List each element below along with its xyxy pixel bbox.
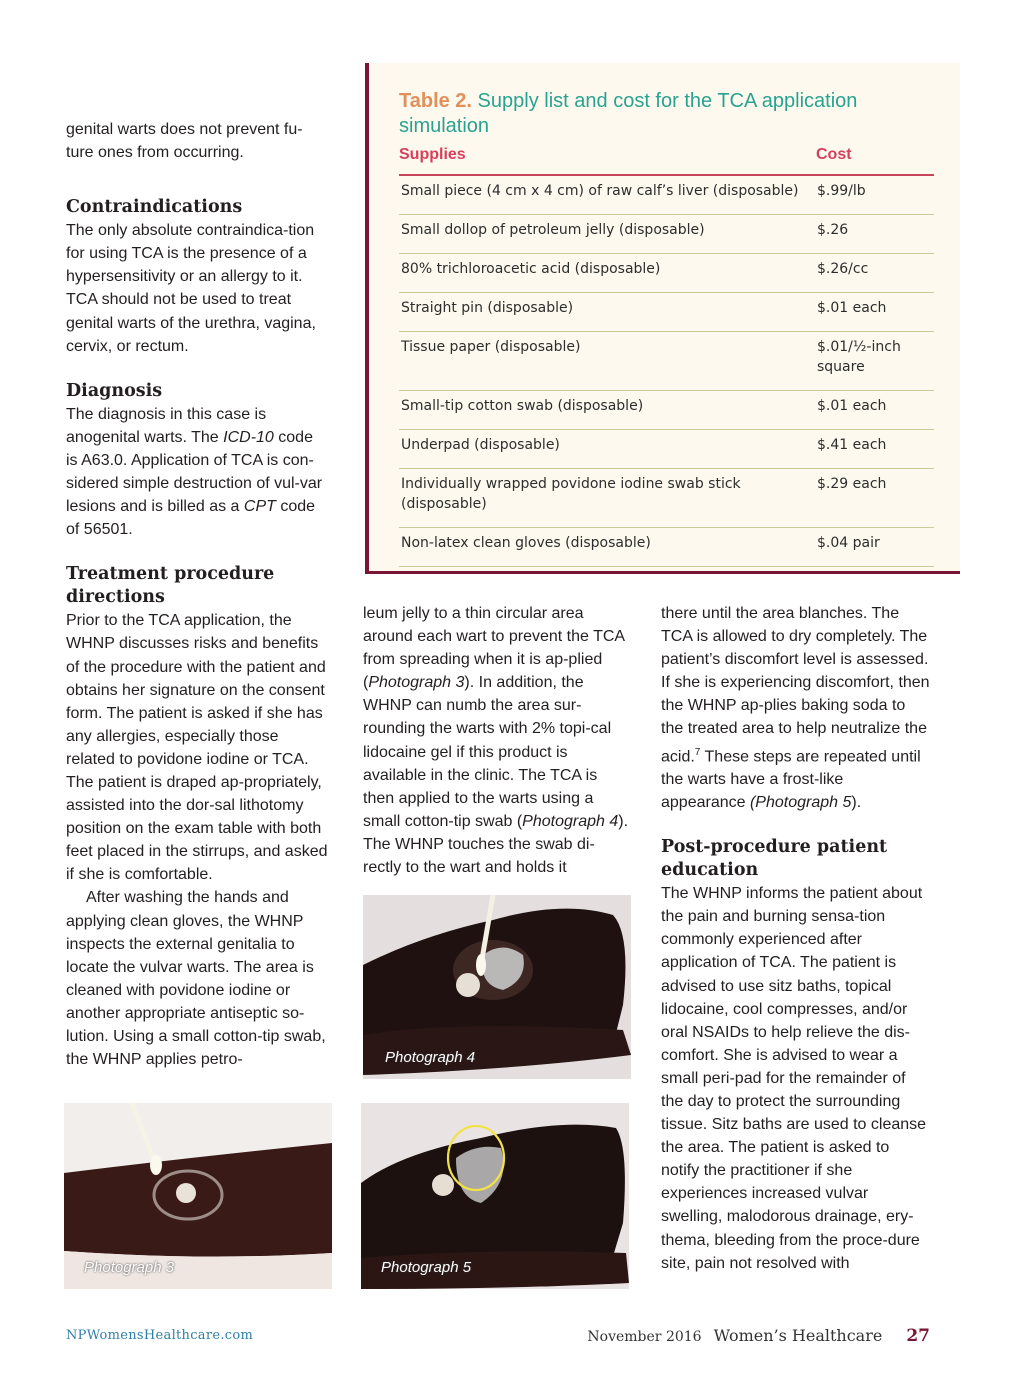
section-heading: Post-procedure patient education — [661, 837, 888, 881]
section-heading: Contraindications — [66, 197, 243, 218]
photo-caption: Photograph 3 — [84, 1259, 175, 1276]
table-body — [399, 176, 934, 567]
photo-caption: Photograph 5 — [381, 1259, 472, 1276]
photograph-5 — [361, 1103, 629, 1289]
table-header — [399, 146, 934, 176]
header-supplies: Supplies — [399, 146, 466, 163]
table-row: 80% trichloroacetic acid (disposable) $.26/cc — [399, 254, 934, 293]
header-cost: Cost — [816, 146, 852, 163]
table-row: Tissue paper (disposable) $.01/½-inch square — [399, 332, 934, 391]
paragraph: Prior to the TCA application, the WHNP discusses risks and benefits of the procedure with the patient and obtains her signature on the consent form. The patient is asked if she has any allergies, especially those related to povidone iodine or TCA. The patient is draped ap-propriately, assisted into the dor-sal lithotomy position on the exam table with both feet placed in the stirrups, and asked if she is comfortable. — [66, 612, 328, 884]
paragraph: The WHNP informs the patient about the pain and burning sensa-tion commonly experienced after application of TCA. The patient is advised to use sitz baths, topical lidocaine, cool compresses, and/or oral NSAIDs to help relieve the dis-comfort. She is advised to wear a small peri-pad for the remainder of the day to protect the surrounding tissue. Sitz baths are used to cleanse the area. The patient is asked to notify the practitioner if she experiences increased vulvar swelling, malodorous drainage, ery-thema, bleeding from the proce-dure site, pain not resolved with — [661, 885, 927, 1272]
table-row: Underpad (disposable) $.41 each — [399, 430, 934, 469]
paragraph: leum jelly to a thin circular area around each wart to prevent the TCA from spreading when it is ap-plied (Photograph 3). In addition, the WHNP can numb the area sur-rounding the warts with 2% topi-cal lidocaine gel if this product is available in the clinic. The TCA is then applied to the warts using a small cotton-tip swab (Photograph 4). The WHNP touches the swab di-rectly to the wart and holds it — [363, 605, 629, 877]
table-row: Small piece (4 cm x 4 cm) of raw calf’s liver (disposable) $.99/lb — [399, 176, 934, 215]
page-number: 27 — [906, 1326, 930, 1346]
table-row: Small-tip cotton swab (disposable) $.01 each — [399, 391, 934, 430]
paragraph: genital warts does not prevent fu-ture ones from occurring. — [66, 121, 303, 162]
footer-date: November 2016 — [587, 1329, 702, 1345]
supply-table — [365, 63, 960, 574]
paragraph: After washing the hands and applying clean gloves, the WHNP inspects the external genitalia to locate the vulvar warts. The area is cleaned with povidone iodine or another appropriate antiseptic so-lution. Using a small cotton-tip swab, the WHNP applies petro- — [66, 889, 326, 1069]
paragraph: there until the area blanches. The TCA is allowed to dry completely. The patient’s discomfort level is assessed. If she is experiencing discomfort, then the WHNP ap-plies baking soda to the treated area to help neutralize the acid.$^7$ These steps are repeated until the warts have a frost-like appearance (Photograph 5). — [661, 605, 930, 812]
text-column-right — [661, 602, 931, 1275]
table-row: Non-latex clean gloves (disposable) $.04 pair — [399, 528, 934, 567]
footer-site-link[interactable]: NPWomensHealthcare.com — [66, 1328, 254, 1343]
text-column-middle — [363, 602, 631, 879]
paragraph: The diagnosis in this case is anogenital warts. The ICD-10 code is A63.0. Application of TCA is con-sidered simple destruction of vul-var lesions and is billed as a CPT code of 56501. — [66, 405, 323, 539]
section-heading: Diagnosis — [66, 380, 163, 401]
table-row: Individually wrapped povidone iodine swab stick (disposable) $.29 each — [399, 469, 934, 528]
footer-magazine: Women’s Healthcare — [713, 1326, 883, 1345]
photograph-3 — [64, 1103, 332, 1289]
photo-caption: Photograph 4 — [385, 1049, 476, 1066]
section-heading: Treatment procedure directions — [66, 564, 275, 608]
table-title: Table 2. Supply list and cost for the TCA application simulation — [399, 90, 858, 137]
footer-info — [587, 1326, 930, 1346]
photograph-4 — [363, 895, 631, 1079]
table-row: Small dollop of petroleum jelly (disposable) $.26 — [399, 215, 934, 254]
table-row: Straight pin (disposable) $.01 each — [399, 293, 934, 332]
paragraph: The only absolute contraindica-tion for using TCA is the presence of a hypersensitivity or an allergy to it. TCA should not be used to treat genital warts of the urethra, vagina, cervix, or rectum. — [66, 222, 316, 355]
text-column-left — [66, 118, 328, 1071]
